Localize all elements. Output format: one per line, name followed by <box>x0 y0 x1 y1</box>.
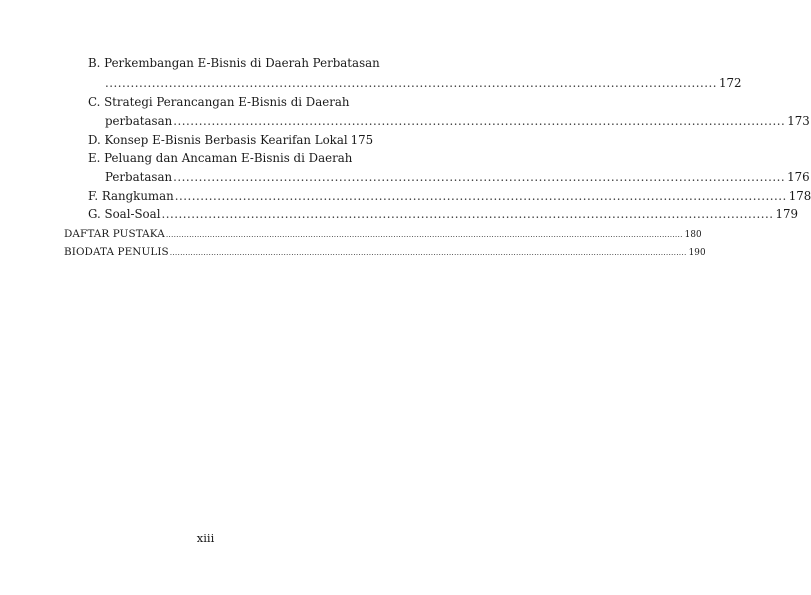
toc-entry-b-title <box>88 56 380 70</box>
toc-entry-g[interactable] <box>88 207 799 221</box>
page-number-footer: xiii <box>196 531 215 545</box>
toc-page-number: 190 <box>688 248 706 258</box>
toc-entry-label: BIODATA PENULIS <box>64 246 169 258</box>
toc-leader-dots: ........................................................................................................................................................................................................ <box>165 230 683 239</box>
toc-leader-dots: ................................................................................................................................................ <box>173 170 786 184</box>
toc-entry-label-continued: Perbatasan <box>105 170 173 184</box>
toc-entry-biodata-penulis[interactable] <box>64 246 706 258</box>
toc-entry-daftar-pustaka[interactable] <box>64 228 702 240</box>
toc-leader-dots: ................................................................................................................................................ <box>174 189 787 203</box>
toc-entry-label: D. Konsep E-Bisnis Berbasis Kearifan Lokal <box>88 133 348 147</box>
toc-leader-dots: ........................................................................................................................................................................................................ <box>169 248 687 257</box>
toc-entry-d[interactable] <box>88 133 374 147</box>
toc-leader-dots: ................................................................................................................................................ <box>173 114 786 128</box>
toc-page-number: 180 <box>684 230 702 240</box>
toc-entry-label: B. Perkembangan E-Bisnis di Daerah Perbatasan <box>88 56 380 70</box>
toc-leader-dots: ................................................................................................................................................ <box>161 207 774 221</box>
toc-page-number: 179 <box>775 207 799 221</box>
toc-leader-dots: ................................................................................................................................................ <box>105 76 717 90</box>
toc-page-number: 173 <box>787 114 810 128</box>
toc-entry-e-title <box>88 153 354 165</box>
toc-entry-label: DAFTAR PUSTAKA <box>64 228 165 240</box>
toc-entry-label: G. Soal-Soal <box>88 207 161 221</box>
toc-entry-f[interactable] <box>88 189 811 203</box>
toc-page-number: 175 <box>350 133 374 147</box>
toc-entry-label: F. Rangkuman <box>88 189 174 203</box>
toc-entry-label-continued: perbatasan <box>105 114 173 128</box>
toc-entry-label: C. Strategi Perancangan E-Bisnis di Daerah <box>88 95 350 109</box>
toc-page-number: 178 <box>788 189 811 203</box>
toc-entry-e[interactable] <box>105 170 810 184</box>
toc-page-number: 172 <box>719 76 742 90</box>
toc-entry-b[interactable] <box>105 76 742 90</box>
toc-entry-c-title <box>88 97 354 109</box>
toc-entry-label: E. Peluang dan Ancaman E-Bisnis di Daerah <box>88 151 353 165</box>
toc-page-number: 176 <box>787 170 810 184</box>
toc-entry-c[interactable] <box>105 114 810 128</box>
